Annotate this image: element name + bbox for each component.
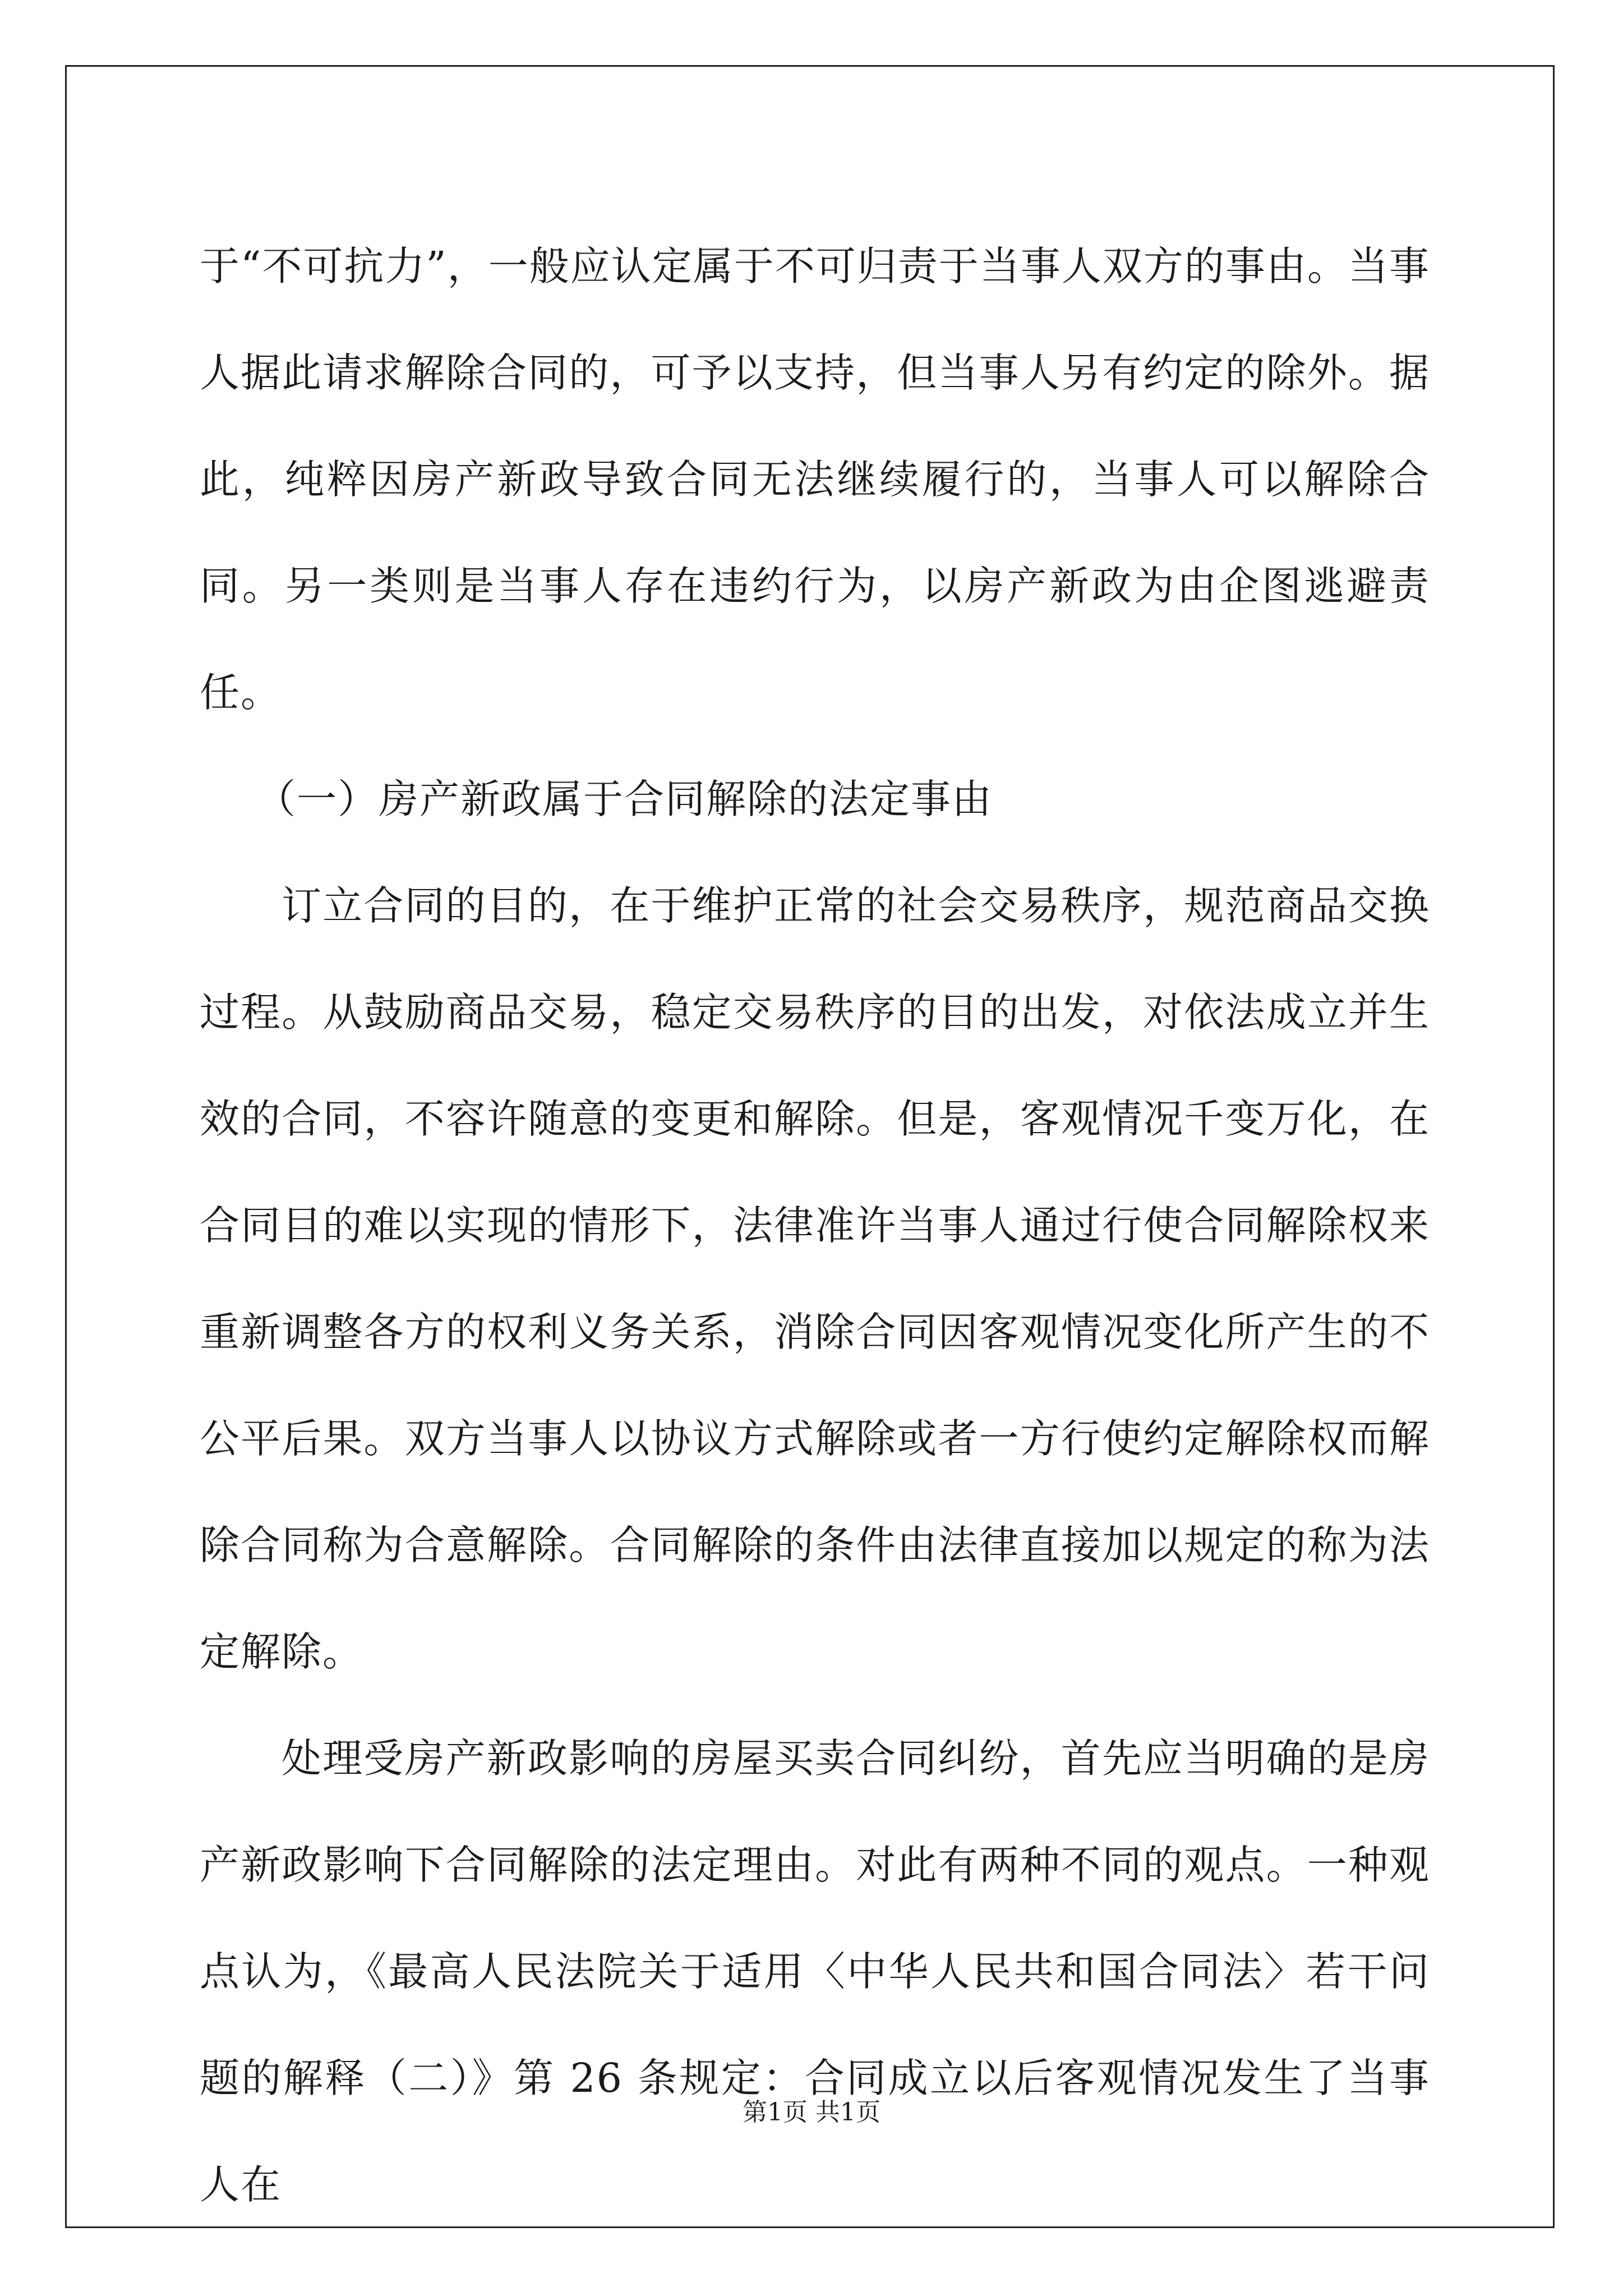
- section-heading: （一）房产新政属于合同解除的法定事由: [256, 776, 993, 822]
- document-body: [200, 213, 1430, 2238]
- page-number-footer: 第1页 共1页: [743, 2098, 880, 2127]
- paragraph: 处理受房产新政影响的房屋买卖合同纠纷，首先应当明确的是房产新政影响下合同解除的法定理由。对此有两种不同的观点。一种观点认为，《最高人民法院关于适用〈中华人民共和国合同法〉若干问题的解释（二）》第 26 条规定：合同成立以后客观情况发生了当事人在: [200, 1735, 1430, 2208]
- paragraph: 订立合同的目的，在于维护正常的社会交易秩序，规范商品交换过程。从鼓励商品交易，稳定交易秩序的目的出发，对依法成立并生效的合同，不容许随意的变更和解除。但是，客观情况千变万化，在合同目的难以实现的情形下，法律准许当事人通过行使合同解除权来重新调整各方的权利义务关系，消除合同因客观情况变化所产生的不公平后果。双方当事人以协议方式解除或者一方行使约定解除权而解除合同称为合意解除。合同解除的条件由法律直接加以规定的称为法定解除。: [200, 882, 1430, 1675]
- paragraph: 于“不可抗力”，一般应认定属于不可归责于当事人双方的事由。当事人据此请求解除合同的，可予以支持，但当事人另有约定的除外。据此，纯粹因房产新政导致合同无法继续履行的，当事人可以解除合同。另一类则是当事人存在违约行为，以房产新政为由企图逃避责任。: [200, 243, 1430, 716]
